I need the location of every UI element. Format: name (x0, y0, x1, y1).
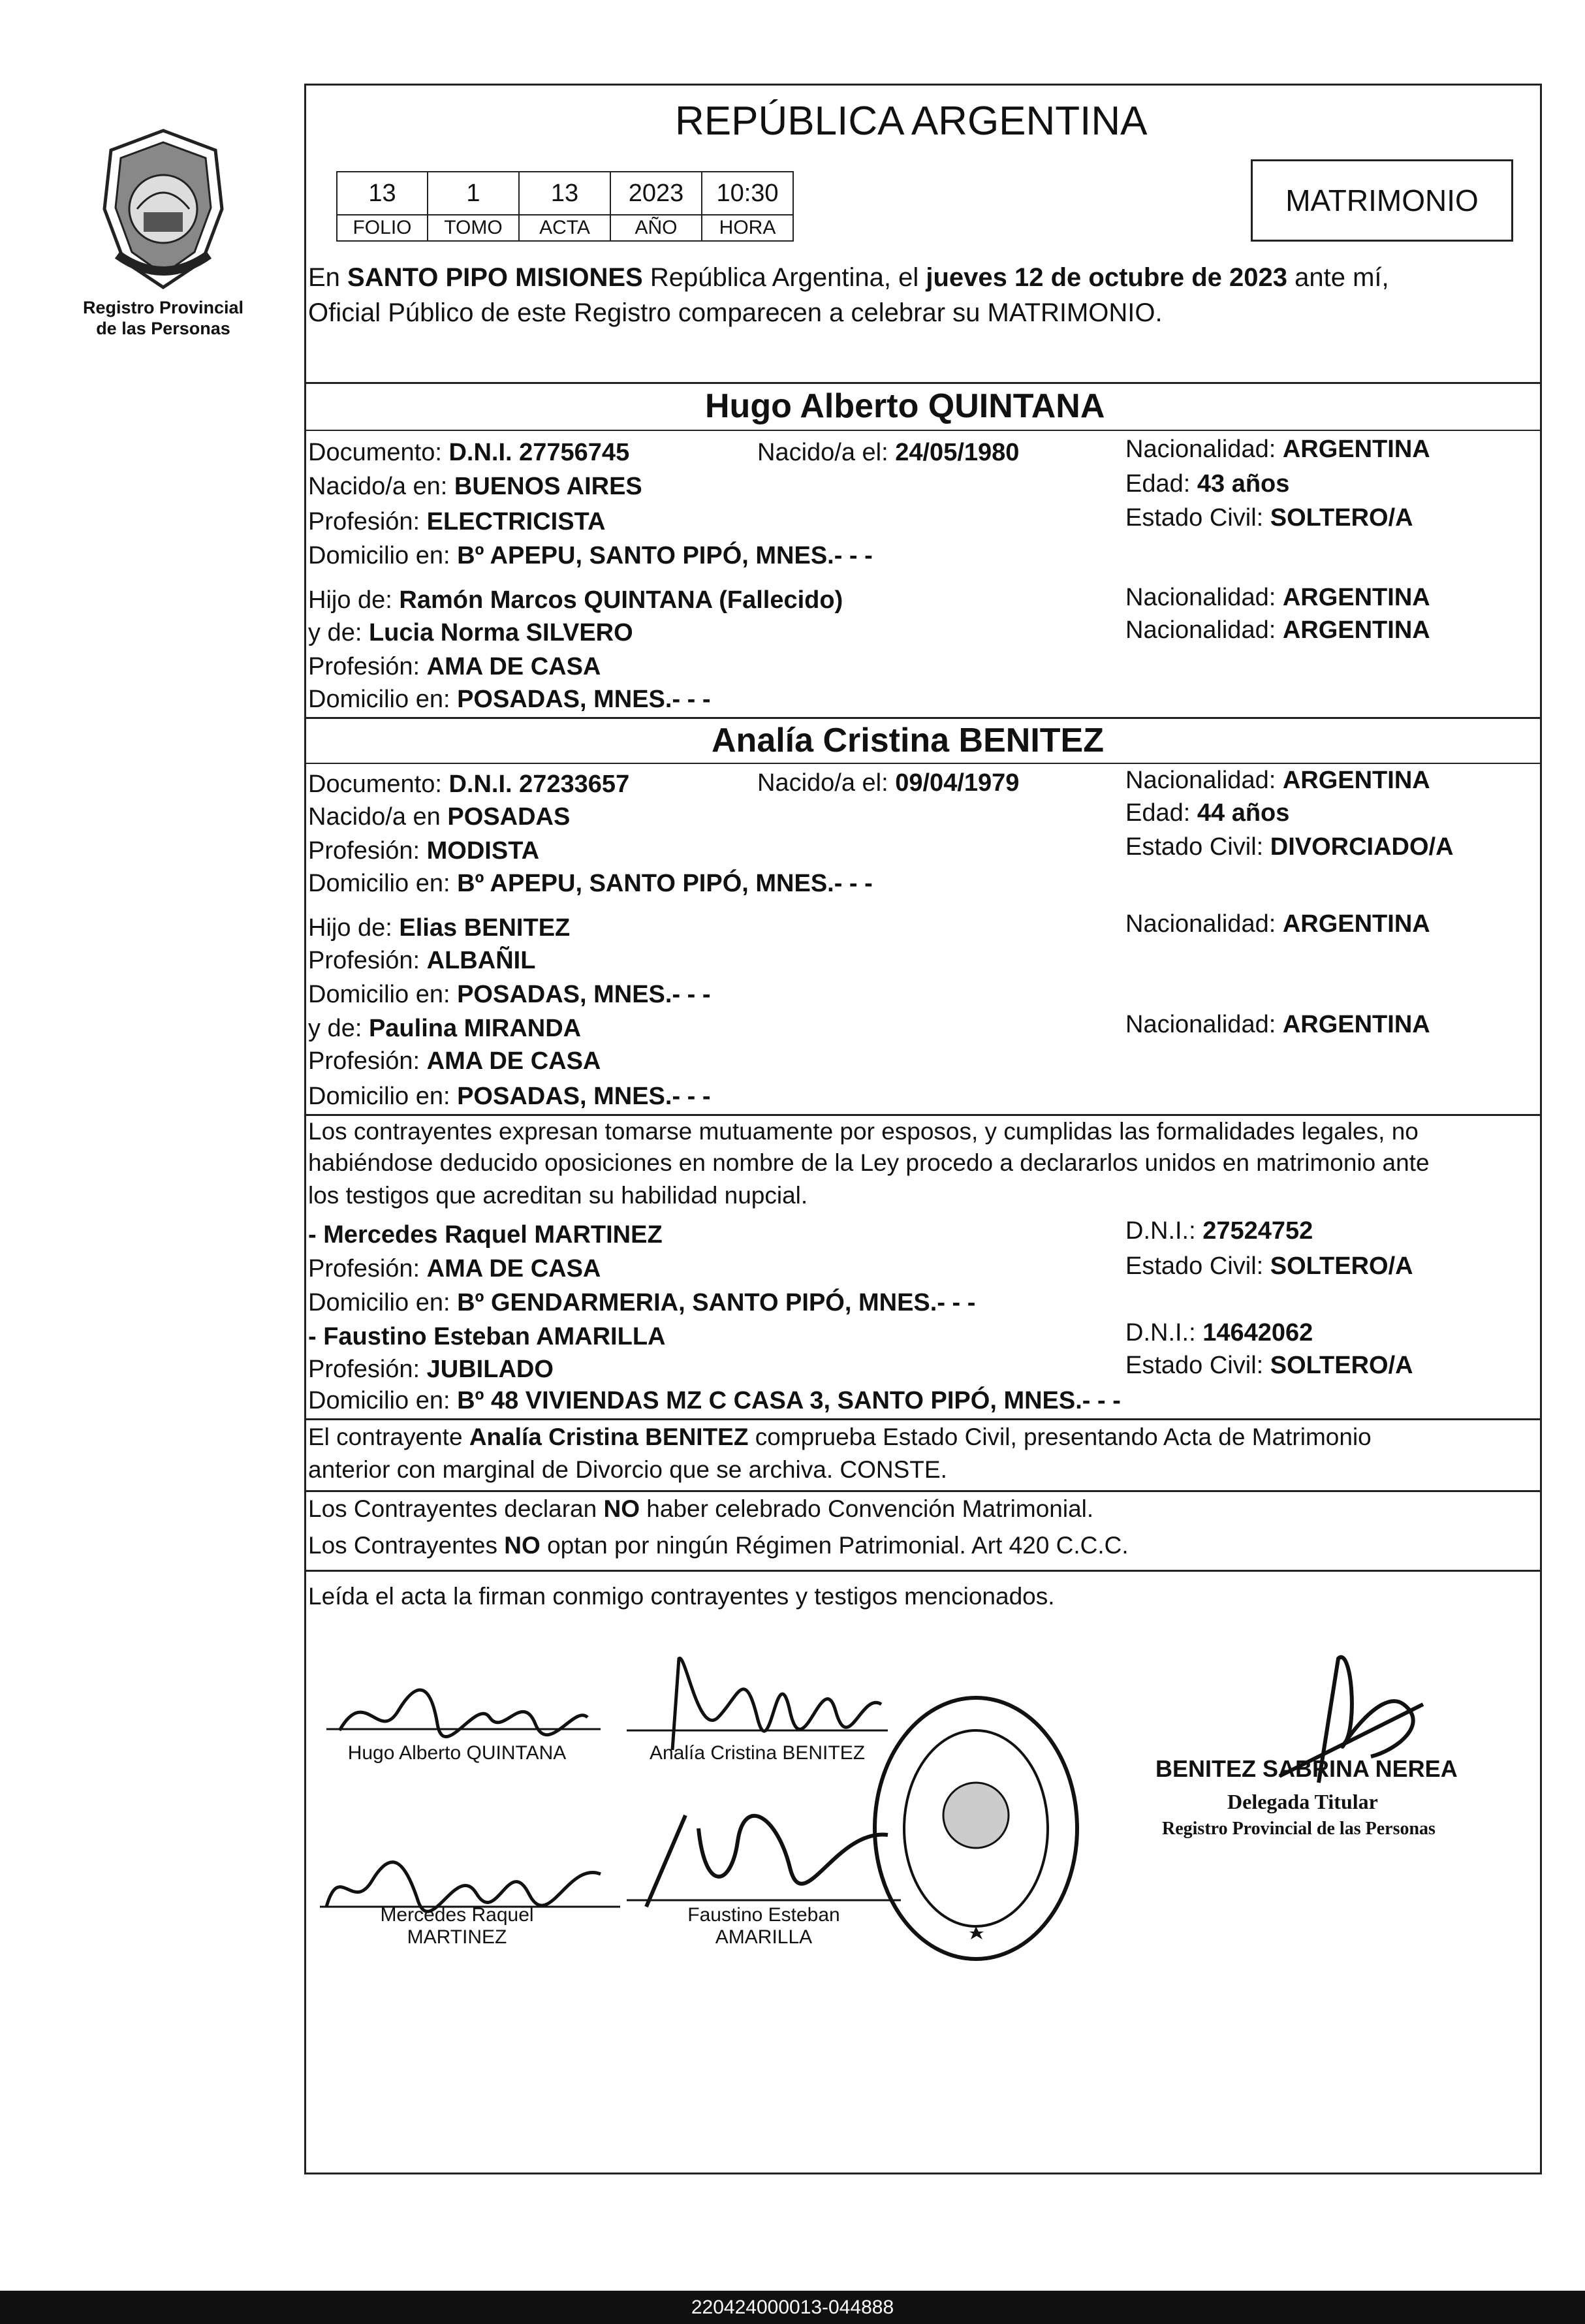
closing-statement: Leída el acta la firman conmigo contrayentes y testigos mencionados. (308, 1583, 1055, 1610)
document-id-footer: 220424000013-044888 (0, 2291, 1585, 2324)
folio-label: FOLIO (336, 214, 428, 242)
signature-witness1-label: Mercedes Raquel MARTINEZ (380, 1904, 534, 1948)
groom-mother: y de: Lucia Norma SILVERO (308, 619, 633, 646)
groom-father: Hijo de: Ramón Marcos QUINTANA (Fallecido) (308, 586, 843, 614)
divider (304, 382, 1542, 384)
acta-label: ACTA (518, 214, 611, 242)
bride-father-profession: Profesión: ALBAÑIL (308, 947, 536, 974)
signature-witness2-label: Faustino Esteban AMARILLA (687, 1904, 840, 1948)
intro-line-1: En SANTO PIPO MISIONES República Argentina, el jueves 12 de octubre de 2023 ante mí, (308, 263, 1389, 292)
bride-mother: y de: Paulina MIRANDA (308, 1015, 582, 1042)
bride-father-address: Domicilio en: POSADAS, MNES.- - - (308, 981, 711, 1008)
bride-civil-status: Estado Civil: DIVORCIADO/A (1125, 833, 1454, 861)
official-name: BENITEZ SABRINA NEREA (1155, 1755, 1458, 1782)
groom-profession: Profesión: ELECTRICISTA (308, 508, 606, 535)
hour-value: 10:30 (701, 171, 794, 215)
witness1-dni: D.N.I.: 27524752 (1125, 1217, 1313, 1245)
groom-mother-address: Domicilio en: POSADAS, MNES.- - - (308, 686, 711, 713)
tomo-label: TOMO (427, 214, 520, 242)
signature-groom-label: Hugo Alberto QUINTANA (347, 1742, 567, 1764)
divider (304, 1570, 1542, 1572)
doc-type-box: MATRIMONIO (1251, 159, 1513, 242)
year-value: 2023 (610, 171, 702, 215)
groom-address: Domicilio en: Bº APEPU, SANTO PIPÓ, MNES.- - - (308, 542, 873, 569)
bride-father-nationality: Nacionalidad: ARGENTINA (1125, 910, 1430, 938)
bride-mother-profession: Profesión: AMA DE CASA (308, 1047, 601, 1075)
witness2-dni: D.N.I.: 14642062 (1125, 1319, 1313, 1346)
official-org: Registro Provincial de las Personas (1162, 1819, 1436, 1839)
bride-name: Analía Cristina BENITEZ (712, 722, 1104, 759)
declaration-line-2: habiéndose deducido oposiciones en nombre de la Ley procedo a declararlos unidos en matrimonio ante (308, 1149, 1430, 1176)
registry-stamp (868, 1691, 1084, 1966)
divider (304, 763, 1542, 764)
divider (304, 717, 1542, 719)
acta-value: 13 (518, 171, 611, 215)
intro-line-2: Oficial Público de este Registro comparecen a celebrar su MATRIMONIO. (308, 298, 1163, 327)
regime-line-2: Los Contrayentes NO optan por ningún Régimen Patrimonial. Art 420 C.C.C. (308, 1532, 1129, 1559)
signature-bride-label: Analía Cristina BENITEZ (649, 1742, 866, 1764)
hour-label: HORA (701, 214, 794, 242)
divider (304, 430, 1542, 431)
bride-profession: Profesión: MODISTA (308, 837, 540, 865)
civil-status-note-2: anterior con marginal de Divorcio que se archiva. CONSTE. (308, 1456, 947, 1483)
declaration-line-3: los testigos que acreditan su habilidad nupcial. (308, 1182, 808, 1209)
groom-born: Nacido/a el: 24/05/1980 (757, 439, 1020, 466)
groom-civil-status: Estado Civil: SOLTERO/A (1125, 504, 1413, 532)
groom-birthplace: Nacido/a en: BUENOS AIRES (308, 473, 642, 500)
signature-witness2-icon (627, 1789, 901, 1920)
bride-address: Domicilio en: Bº APEPU, SANTO PIPÓ, MNES.- - - (308, 870, 873, 897)
divider (304, 1114, 1542, 1116)
declaration-line-1: Los contrayentes expresan tomarse mutuamente por esposos, y cumplidas las formalidades legales, no (308, 1118, 1419, 1145)
bride-mother-address: Domicilio en: POSADAS, MNES.- - - (308, 1083, 711, 1110)
witness1-address: Domicilio en: Bº GENDARMERIA, SANTO PIPÓ, MNES.- - - (308, 1289, 976, 1316)
divider (304, 1490, 1542, 1492)
bride-mother-nationality: Nacionalidad: ARGENTINA (1125, 1011, 1430, 1038)
registry-caption: Registro Provincial de las Personas (82, 298, 244, 338)
bride-born: Nacido/a el: 09/04/1979 (757, 769, 1020, 797)
official-title: Delegada Titular (1227, 1790, 1378, 1813)
bride-doc: Documento: D.N.I. 27233657 (308, 771, 630, 798)
bride-age: Edad: 44 años (1125, 799, 1290, 827)
witness1-name: - Mercedes Raquel MARTINEZ (308, 1221, 663, 1249)
groom-mother-nationality: Nacionalidad: ARGENTINA (1125, 616, 1430, 644)
divider (304, 1418, 1542, 1420)
folio-value: 13 (336, 171, 428, 215)
bride-father: Hijo de: Elias BENITEZ (308, 914, 571, 942)
year-label: AÑO (610, 214, 702, 242)
bride-nationality: Nacionalidad: ARGENTINA (1125, 767, 1430, 794)
civil-status-note-1: El contrayente Analía Cristina BENITEZ comprueba Estado Civil, presentando Acta de Matrimonio (308, 1424, 1372, 1450)
witness2-profession: Profesión: JUBILADO (308, 1356, 554, 1383)
witness1-civil-status: Estado Civil: SOLTERO/A (1125, 1252, 1413, 1280)
seal-icon (91, 124, 235, 294)
groom-mother-profession: Profesión: AMA DE CASA (308, 653, 601, 680)
page-title: REPÚBLICA ARGENTINA (675, 99, 1148, 144)
stamp-icon (868, 1691, 1084, 1966)
groom-age: Edad: 43 años (1125, 470, 1290, 498)
groom-name: Hugo Alberto QUINTANA (705, 387, 1105, 425)
regime-line-1: Los Contrayentes declaran NO haber celebrado Convención Matrimonial. (308, 1495, 1094, 1522)
registry-logo (91, 124, 235, 294)
witness1-profession: Profesión: AMA DE CASA (308, 1255, 601, 1282)
witness2-civil-status: Estado Civil: SOLTERO/A (1125, 1352, 1413, 1379)
tomo-value: 1 (427, 171, 520, 215)
bride-birthplace: Nacido/a en POSADAS (308, 803, 571, 831)
witness2-address: Domicilio en: Bº 48 VIVIENDAS MZ C CASA 3, SANTO PIPÓ, MNES.- - - (308, 1387, 1121, 1414)
groom-father-nationality: Nacionalidad: ARGENTINA (1125, 584, 1430, 611)
witness2-name: - Faustino Esteban AMARILLA (308, 1323, 666, 1350)
groom-doc: Documento: D.N.I. 27756745 (308, 439, 630, 466)
groom-nationality: Nacionalidad: ARGENTINA (1125, 436, 1430, 463)
